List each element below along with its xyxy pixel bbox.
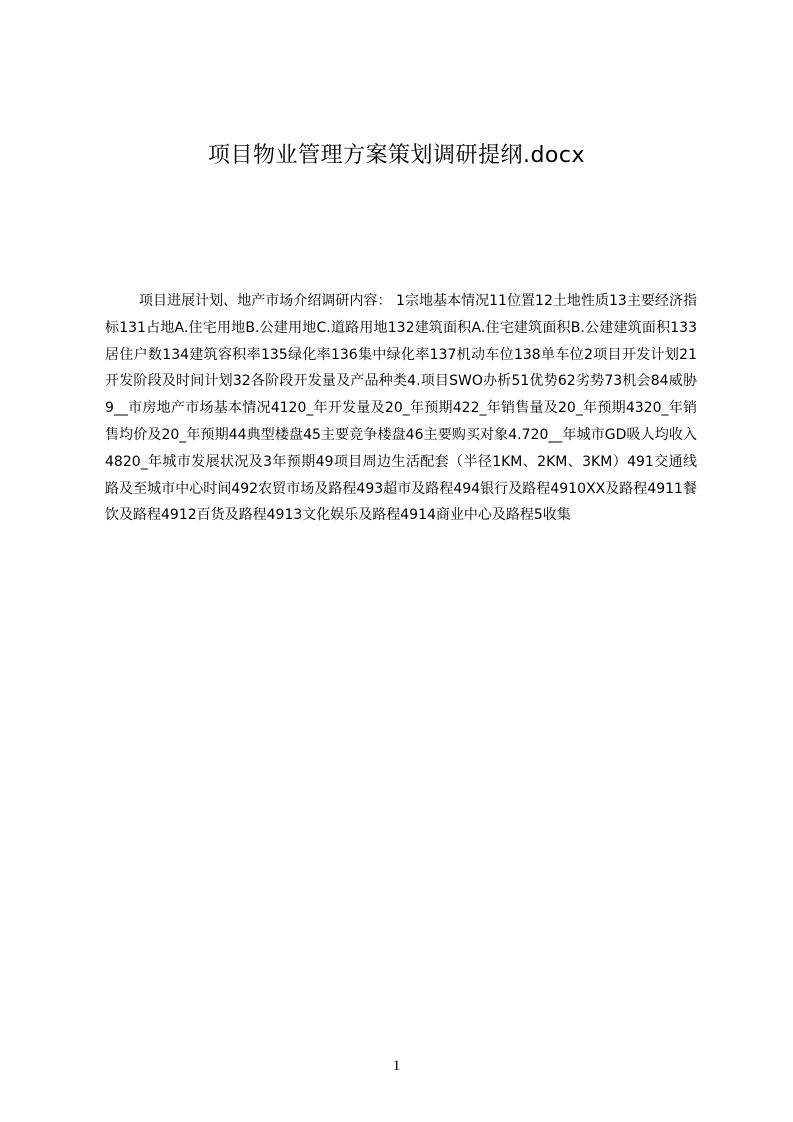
document-body-paragraph: 项目进展计划、地产市场介绍调研内容： 1宗地基本情况11位置12土地性质13主要经济指标131占地A.住宅用地B.公建用地C.道路用地132建筑面积A.住宅建筑面积B.公建建筑面积133居住户数134建筑容积率135绿化率136集中绿化率137机动车位138单车位2项目开发计划21开发阶段及时间计划32各阶段开发量及产品种类4.项目SWO办析51优势62劣势73机会84威胁9__市房地产市场基本情况4120_年开发量及20_年预期422_年销售量及20_年预期4320_年销售均价及20_年预期44典型楼盘45主要竞争楼盘46主要购买对象4.720__年城市GD吸人均收入4820_年城市发展状况及3年预期49项目周边生活配套（半径1KM、2KM、3KM）491交通线路及至城市中心时间492农贸市场及路程493超市及路程494银行及路程4910XX及路程4911餐饮及路程4912百货及路程4913文化娱乐及路程4914商业中心及路程5收集 <box>105 293 697 524</box>
document-title: 项目物业管理方案策划调研提纲.docx <box>207 143 586 168</box>
page-number: 1 <box>392 1058 401 1074</box>
